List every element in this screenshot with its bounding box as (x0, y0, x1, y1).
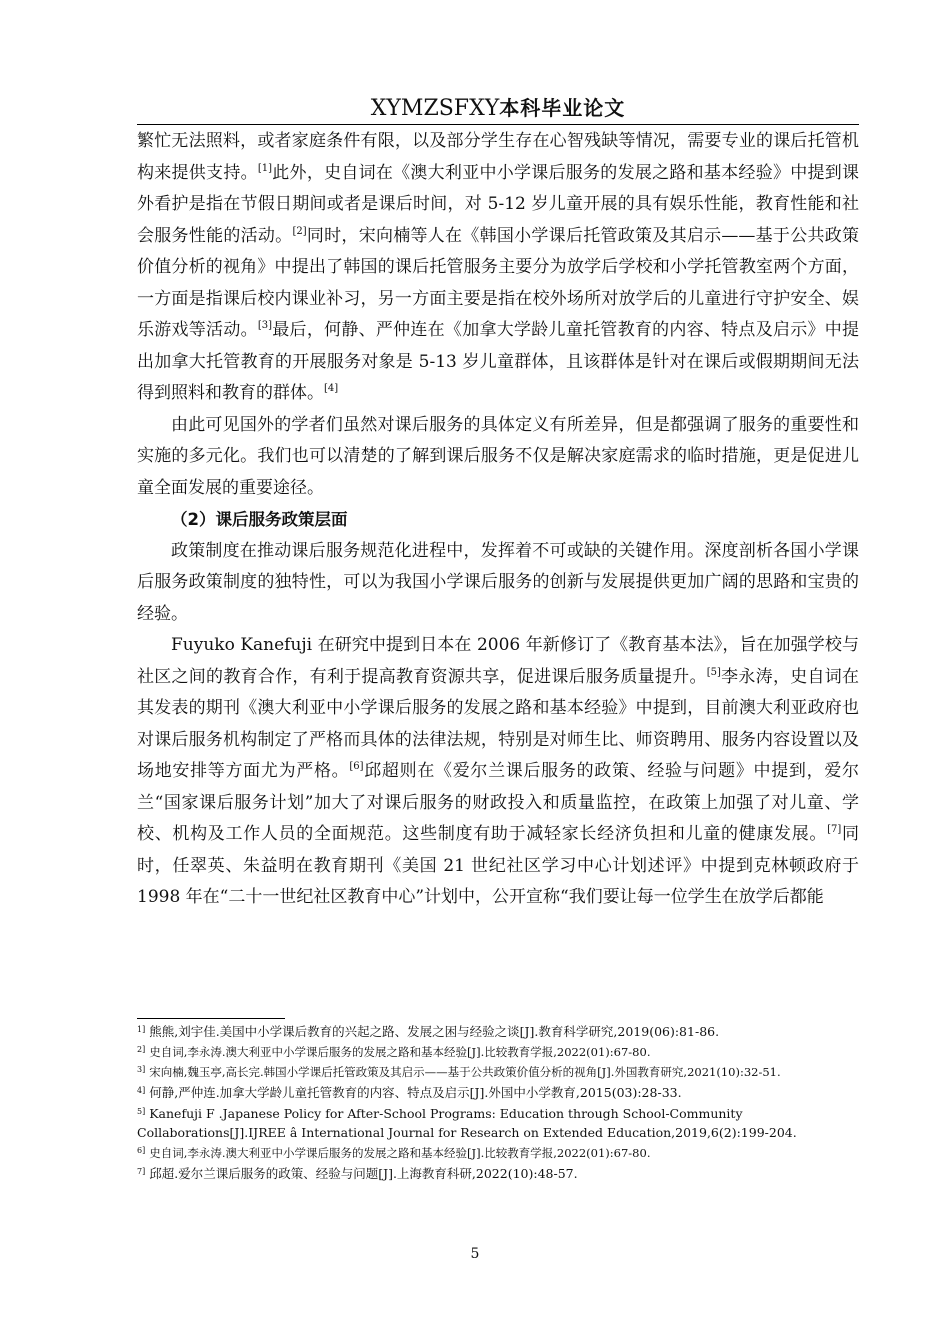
footnote-text: 宋向楠,魏玉亭,高长完.韩国小学课后托管政策及其启示——基于公共政策价值分析的视角[J].外国教育研究,2021(10):32-51. (149, 1065, 781, 1079)
citation-6: [6] (349, 761, 364, 772)
header-code: XYMZSFXY (370, 96, 500, 121)
p4-part-b: 李永涛，史自词在其发表的期刊《澳大利亚中小学课后服务的发展之路和基本经验》中提到，目前澳大利亚政府也对课后服务机构制定了严格而具体的法律法规，特别是对师生比、师资聘用、服务内容设置以及场地安排等方面尤为严格。 (137, 666, 860, 781)
footnote-5 (137, 1102, 859, 1142)
footnote-text: Kanefuji F .Japanese Policy for After-School Programs: Education through School-Community Collaborations[J].IJREE â International Journal for Research on Extended Education,2019,6(2):199-204. (137, 1106, 797, 1140)
footnote-1 (137, 1020, 859, 1041)
paragraph-1 (137, 126, 859, 410)
footnote-number: 6] (137, 1146, 146, 1155)
footnote-number: 7] (137, 1167, 146, 1176)
footnote-text: 邱超.爱尔兰课后服务的政策、经验与问题[J].上海教育科研,2022(10):48-57. (149, 1166, 578, 1181)
footnote-text: 何静,严仲连.加拿大学龄儿童托管教育的内容、特点及启示[J].外国中小学教育,2015(03):28-33. (149, 1085, 682, 1100)
p4-part-c: 邱超则在《爱尔兰课后服务的政策、经验与问题》中提到，爱尔兰“国家课后服务计划”加大了对课后服务的财政投入和质量监控，在政策上加强了对儿童、学校、机构及工作人员的全面规范。这些制度有助于减轻家长经济负担和儿童的健康发展。 (137, 761, 860, 844)
footnote-3 (137, 1061, 859, 1081)
p1-part-d: 最后，何静、严仲连在《加拿大学龄儿童托管教育的内容、特点及启示》中提出加拿大托管教育的开展服务对象是 5-13 岁儿童群体，且该群体是针对在课后或假期期间无法得到照料和教育的群体。 (137, 320, 860, 403)
p1-part-a: 繁忙无法照料，或者家庭条件有限，以及部分学生存在心智残缺等情况，需要专业的课后托管机构来提供支持。 (137, 131, 859, 183)
p4-part-d: 同时，任翠英、朱益明在教育期刊《美国 21 世纪社区学习中心计划述评》中提到克林顿政府于 1998 年在“二十一世纪社区教育中心”计划中，公开宣称“我们要让每一位学生在放学后都能 (137, 824, 860, 907)
citation-2: [2] (292, 225, 307, 237)
footnote-text: 史自词,李永涛.澳大利亚中小学课后服务的发展之路和基本经验[J].比较教育学报,2022(01):67-80. (149, 1146, 651, 1160)
p4-part-a: Fuyuko Kanefuji 在研究中提到日本在 2006 年新修订了《教育基本法》，旨在加强学校与社区之间的教育合作，有利于提高教育资源共享，促进课后服务质量提升。 (137, 635, 859, 687)
footnote-6 (137, 1142, 859, 1162)
p1-part-c: 同时，宋向楠等人在《韩国小学课后托管政策及其启示——基于公共政策价值分析的视角》中提出了韩国的课后托管服务主要分为放学后学校和小学托管教室两个方面，一方面是指课后校内课业补习，另一方面主要是指在校外场所对放学后的儿童进行守护安全、娱乐游戏等活动。 (137, 225, 859, 340)
footnote-number: 4] (137, 1086, 146, 1095)
footnote-4 (137, 1081, 859, 1102)
footnote-7 (137, 1162, 859, 1183)
section-heading: （2）课后服务政策层面 (171, 510, 348, 529)
footnote-number: 2] (137, 1045, 146, 1054)
citation-4: [4] (324, 383, 339, 394)
p1-part-b: 此外，史自词在《澳大利亚中小学课后服务的发展之路和基本经验》中提到课外看护是指在节假日期间或者是课后时间，对 5-12 岁儿童开展的具有娱乐性能，教育性能和社会服务性能的活动。 (137, 162, 860, 246)
citation-7: [7] (827, 824, 842, 835)
header-title: 本科毕业论文 (499, 96, 626, 120)
footnote-text: 熊熊,刘宇佳.美国中小学课后教育的兴起之路、发展之困与经验之谈[J].教育科学研究,2019(06):81-86. (149, 1024, 720, 1039)
footnote-text: 史自词,李永涛.澳大利亚中小学课后服务的发展之路和基本经验[J].比较教育学报,2022(01):67-80. (149, 1045, 651, 1059)
citation-3: [3] (257, 320, 273, 331)
body-text (137, 126, 859, 914)
footnote-number: 3] (137, 1065, 146, 1074)
page-number: 5 (470, 1246, 480, 1262)
citation-5: [5] (706, 666, 721, 678)
citation-1: [1] (257, 162, 273, 174)
footnotes (137, 1020, 859, 1183)
paragraph-2: 由此可见国外的学者们虽然对课后服务的具体定义有所差异，但是都强调了服务的重要性和实施的多元化。我们也可以清楚的了解到课后服务不仅是解决家庭需求的临时措施，更是促进儿童全面发展的重要途径。 (137, 414, 859, 498)
footnote-number: 5] (137, 1107, 146, 1116)
footnote-divider (137, 1018, 285, 1019)
paragraph-3: 政策制度在推动课后服务规范化进程中，发挥着不可或缺的关键作用。深度剖析各国小学课后服务政策制度的独特性，可以为我国小学课后服务的创新与发展提供更加广阔的思路和宝贵的经验。 (137, 540, 859, 624)
header-divider (137, 124, 859, 125)
footnote-number: 1] (137, 1025, 146, 1034)
paragraph-4 (137, 630, 859, 914)
footnote-2 (137, 1041, 859, 1061)
page-header (137, 93, 859, 124)
